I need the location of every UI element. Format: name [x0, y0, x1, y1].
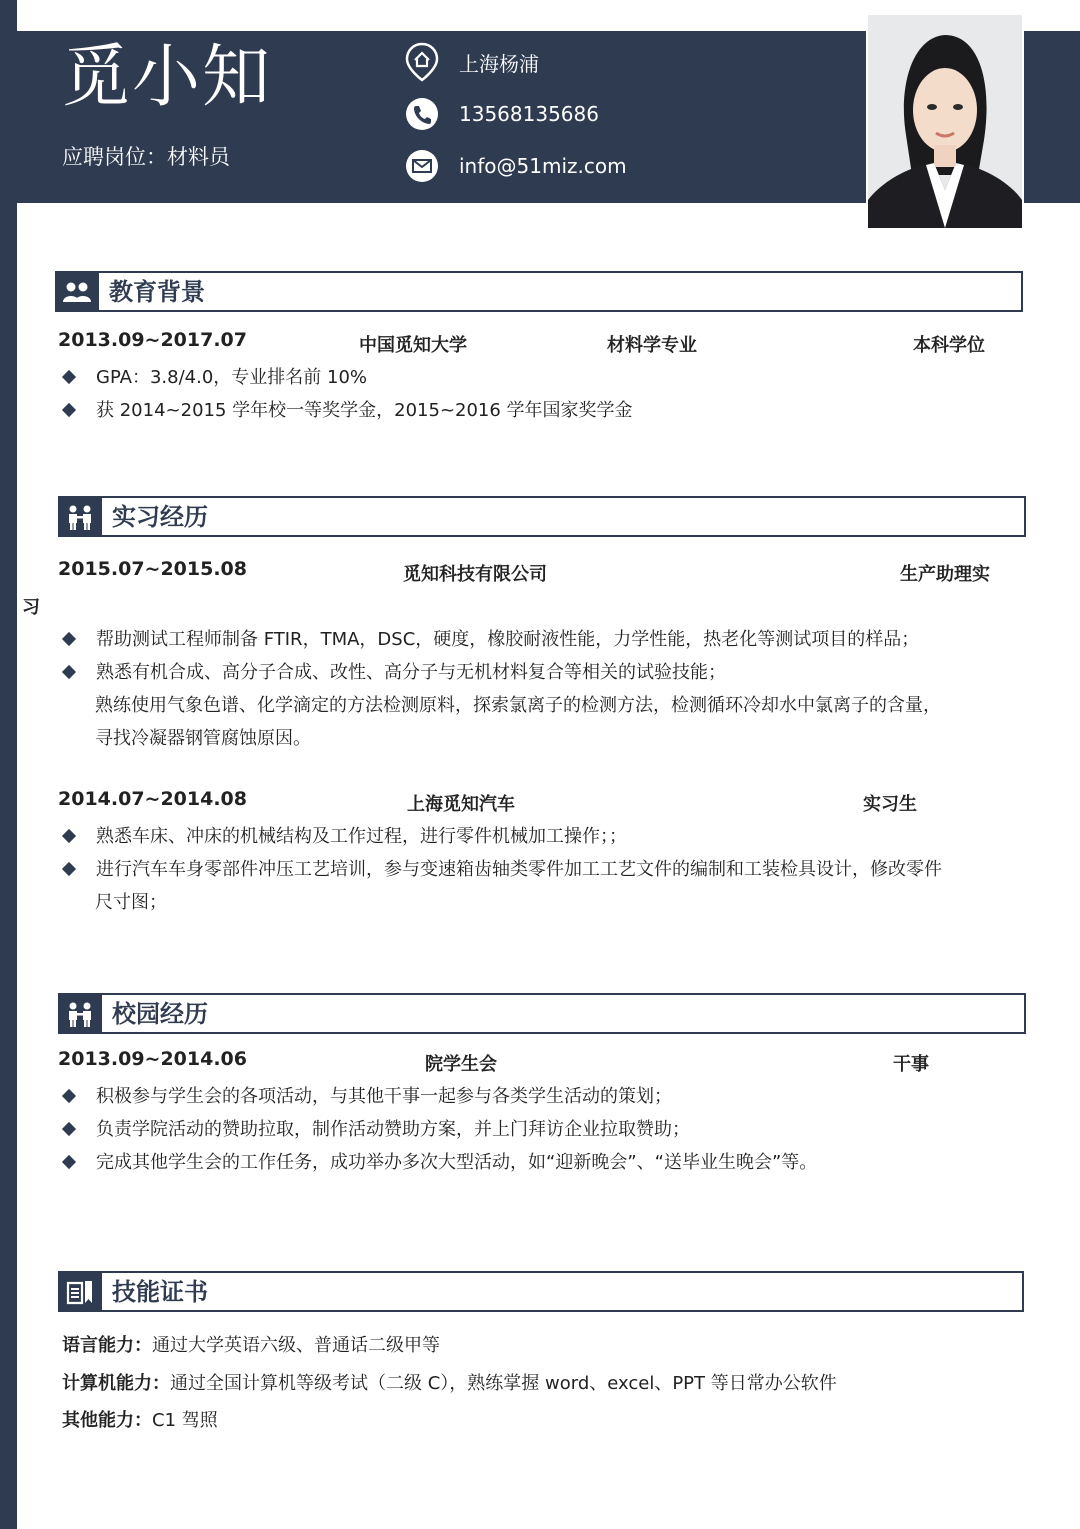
skill-value: 通过大学英语六级、普通话二级甲等: [152, 1335, 440, 1356]
education-major: 材料学专业: [607, 335, 697, 356]
skill-item: [62, 1331, 440, 1357]
location-pin-icon: [405, 45, 439, 79]
job-label: 应聘岗位：: [62, 145, 167, 169]
diamond-bullet-icon: [62, 403, 76, 417]
section-internship-header: [58, 496, 1026, 537]
certificate-book-icon: [58, 1271, 102, 1312]
education-period: 2013.09~2017.07: [58, 329, 247, 351]
internship-bullet: 熟悉车床、冲床的机械结构及工作过程，进行零件机械加工操作；；: [60, 822, 627, 848]
education-bullet: 获 2014~2015 学年校一等奖学金，2015~2016 学年国家奖学金: [60, 396, 633, 422]
diamond-bullet-icon: [62, 862, 76, 876]
skill-value: 通过全国计算机等级考试（二级 C），熟练掌握 word、excel、PPT 等日常办公软件: [170, 1373, 837, 1394]
section-education-header: [55, 271, 1023, 312]
diamond-bullet-icon: [62, 665, 76, 679]
diamond-bullet-icon: [62, 370, 76, 384]
campus-role: 干事: [893, 1054, 929, 1075]
internship-bullet: 熟悉有机合成、高分子合成、改性、高分子与无机材料复合等相关的试验技能；: [60, 658, 726, 684]
envelope-icon: [405, 149, 439, 183]
contact-address: [405, 42, 539, 82]
campus-bullet: 积极参与学生会的各项活动，与其他干事一起参与各类学生活动的策划；: [60, 1082, 672, 1108]
internship-bullet: 进行汽车车身零部件冲压工艺培训，参与变速箱齿轴类零件加工工艺文件的编制和工装检具设计，修改零件: [60, 855, 942, 881]
internship-role: 生产助理实: [900, 564, 990, 585]
section-skills-header: [58, 1271, 1024, 1312]
internship-role: 实习生: [863, 794, 917, 815]
profile-photo: [866, 13, 1024, 230]
phone-icon: [405, 97, 439, 131]
skill-item: [62, 1369, 837, 1395]
section-campus-header: [58, 993, 1026, 1034]
skill-value: C1 驾照: [152, 1410, 218, 1431]
internship-company: 觅知科技有限公司: [403, 564, 547, 585]
internship-company: 上海觅知汽车: [407, 794, 515, 815]
job-target: [62, 141, 230, 171]
phone-text: 13568135686: [459, 102, 599, 126]
candidate-name: 觅小知: [62, 38, 273, 117]
contact-phone: [405, 94, 599, 134]
skill-label: 其他能力：: [62, 1410, 152, 1431]
section-education-title: 教育背景: [109, 278, 205, 306]
diamond-bullet-icon: [62, 1089, 76, 1103]
campus-bullet: 完成其他学生会的工作任务，成功举办多次大型活动，如“迎新晚会”、“送毕业生晚会”等。: [60, 1148, 817, 1174]
internship-role-wrap: 习: [22, 597, 40, 618]
skill-label: 语言能力：: [62, 1335, 152, 1356]
diamond-bullet-icon: [62, 829, 76, 843]
education-degree: 本科学位: [913, 335, 985, 356]
campus-org: 院学生会: [425, 1054, 497, 1075]
internship-bullet: 帮助测试工程师制备 FTIR，TMA，DSC，硬度，橡胶耐液性能，力学性能，热老化等测试项目的样品；: [60, 625, 919, 651]
campus-period: 2013.09~2014.06: [58, 1048, 247, 1070]
people-icon: [55, 271, 99, 312]
campus-bullet: 负责学院活动的赞助拉取，制作活动赞助方案，并上门拜访企业拉取赞助；: [60, 1115, 690, 1141]
handshake-people-icon: [58, 993, 102, 1034]
contact-email: [405, 146, 627, 186]
section-internship-title: 实习经历: [112, 503, 208, 531]
diamond-bullet-icon: [62, 632, 76, 646]
internship-text-line: 熟练使用气象色谱、化学滴定的方法检测原料，探索氯离子的检测方法，检测循环冷却水中氯离子的含量，: [95, 695, 941, 716]
internship-period: 2015.07~2015.08: [58, 558, 247, 580]
section-skills-title: 技能证书: [112, 1278, 208, 1306]
diamond-bullet-icon: [62, 1122, 76, 1136]
address-text: 上海杨浦: [459, 51, 539, 76]
diamond-bullet-icon: [62, 1155, 76, 1169]
skill-item: [62, 1406, 218, 1432]
section-campus-title: 校园经历: [112, 1000, 208, 1028]
job-value: 材料员: [167, 145, 230, 169]
education-school: 中国觅知大学: [359, 335, 467, 356]
internship-text-line: 寻找冷凝器钢管腐蚀原因。: [95, 728, 311, 749]
internship-period: 2014.07~2014.08: [58, 788, 247, 810]
handshake-people-icon: [58, 496, 102, 537]
left-accent-bar: [0, 0, 17, 1529]
skill-label: 计算机能力：: [62, 1373, 170, 1394]
education-bullet: GPA：3.8/4.0，专业排名前 10%: [60, 363, 367, 389]
internship-text-line: 尺寸图；: [95, 892, 167, 913]
email-text: info@51miz.com: [459, 154, 627, 178]
